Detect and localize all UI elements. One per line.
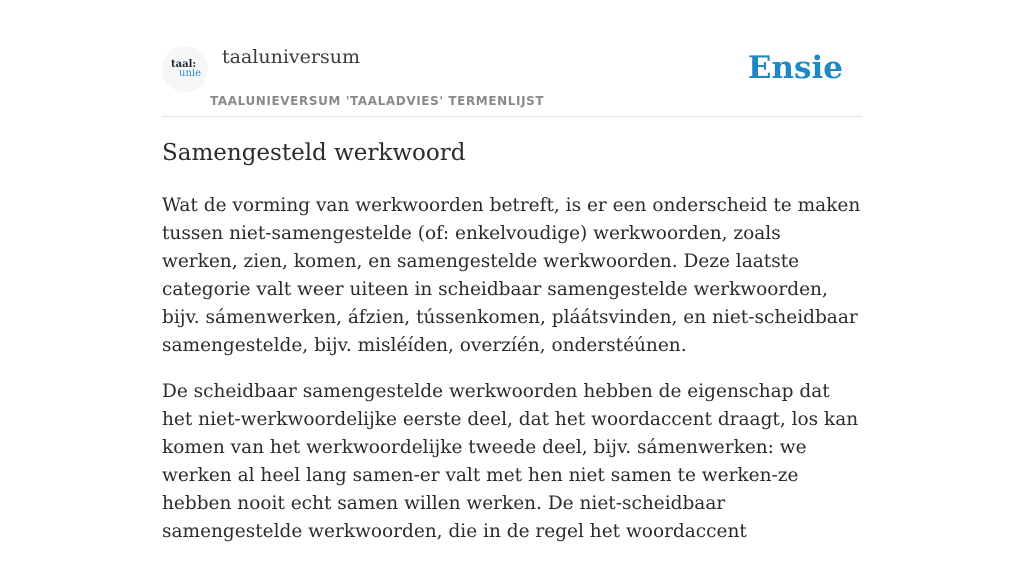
site-name-link[interactable]: taaluniversum bbox=[222, 46, 360, 68]
article-body bbox=[162, 192, 862, 564]
article-title: Samengesteld werkwoord bbox=[162, 140, 466, 166]
taalunie-logo[interactable] bbox=[162, 46, 208, 92]
logo-line1: taal: bbox=[171, 59, 197, 70]
header bbox=[162, 0, 862, 117]
ensie-brand-link[interactable]: Ensie bbox=[747, 50, 843, 86]
logo-text bbox=[171, 60, 201, 78]
page-container bbox=[162, 0, 862, 542]
logo-line2: unie bbox=[179, 68, 201, 79]
article-paragraph: De scheidbaar samengestelde werkwoorden hebben de eigenschap dat het niet-werkwoordelijke eerste deel, dat het woordaccent draagt, los kan komen van het werkwoordelijke tweede deel, bijv. sámenwerken: we werken al heel lang samen-er valt met hen niet samen te werken-ze hebben nooit echt samen willen werken. De niet-scheidbaar samengestelde werkwoorden, die in de regel het woordaccent bbox=[162, 381, 859, 542]
termenlijst-subtitle-link[interactable]: TAALUNIEVERSUM 'TAALADVIES' TERMENLIJST bbox=[210, 94, 545, 108]
article-paragraph: Wat de vorming van werkwoorden betreft, is er een onderscheid te maken tussen niet-samengestelde (of: enkelvoudige) werkwoorden, zoals werken, zien, komen, en samengestelde werkwoorden. Deze laatste categorie valt weer uiteen in scheidbaar samengestelde werkwoorden, bijv. sámenwerken, áfzien, tússenkomen, pláátsvinden, en niet-scheidbaar samengestelde, bijv. misléíden, overzíén, onderstéúnen. bbox=[162, 195, 861, 356]
